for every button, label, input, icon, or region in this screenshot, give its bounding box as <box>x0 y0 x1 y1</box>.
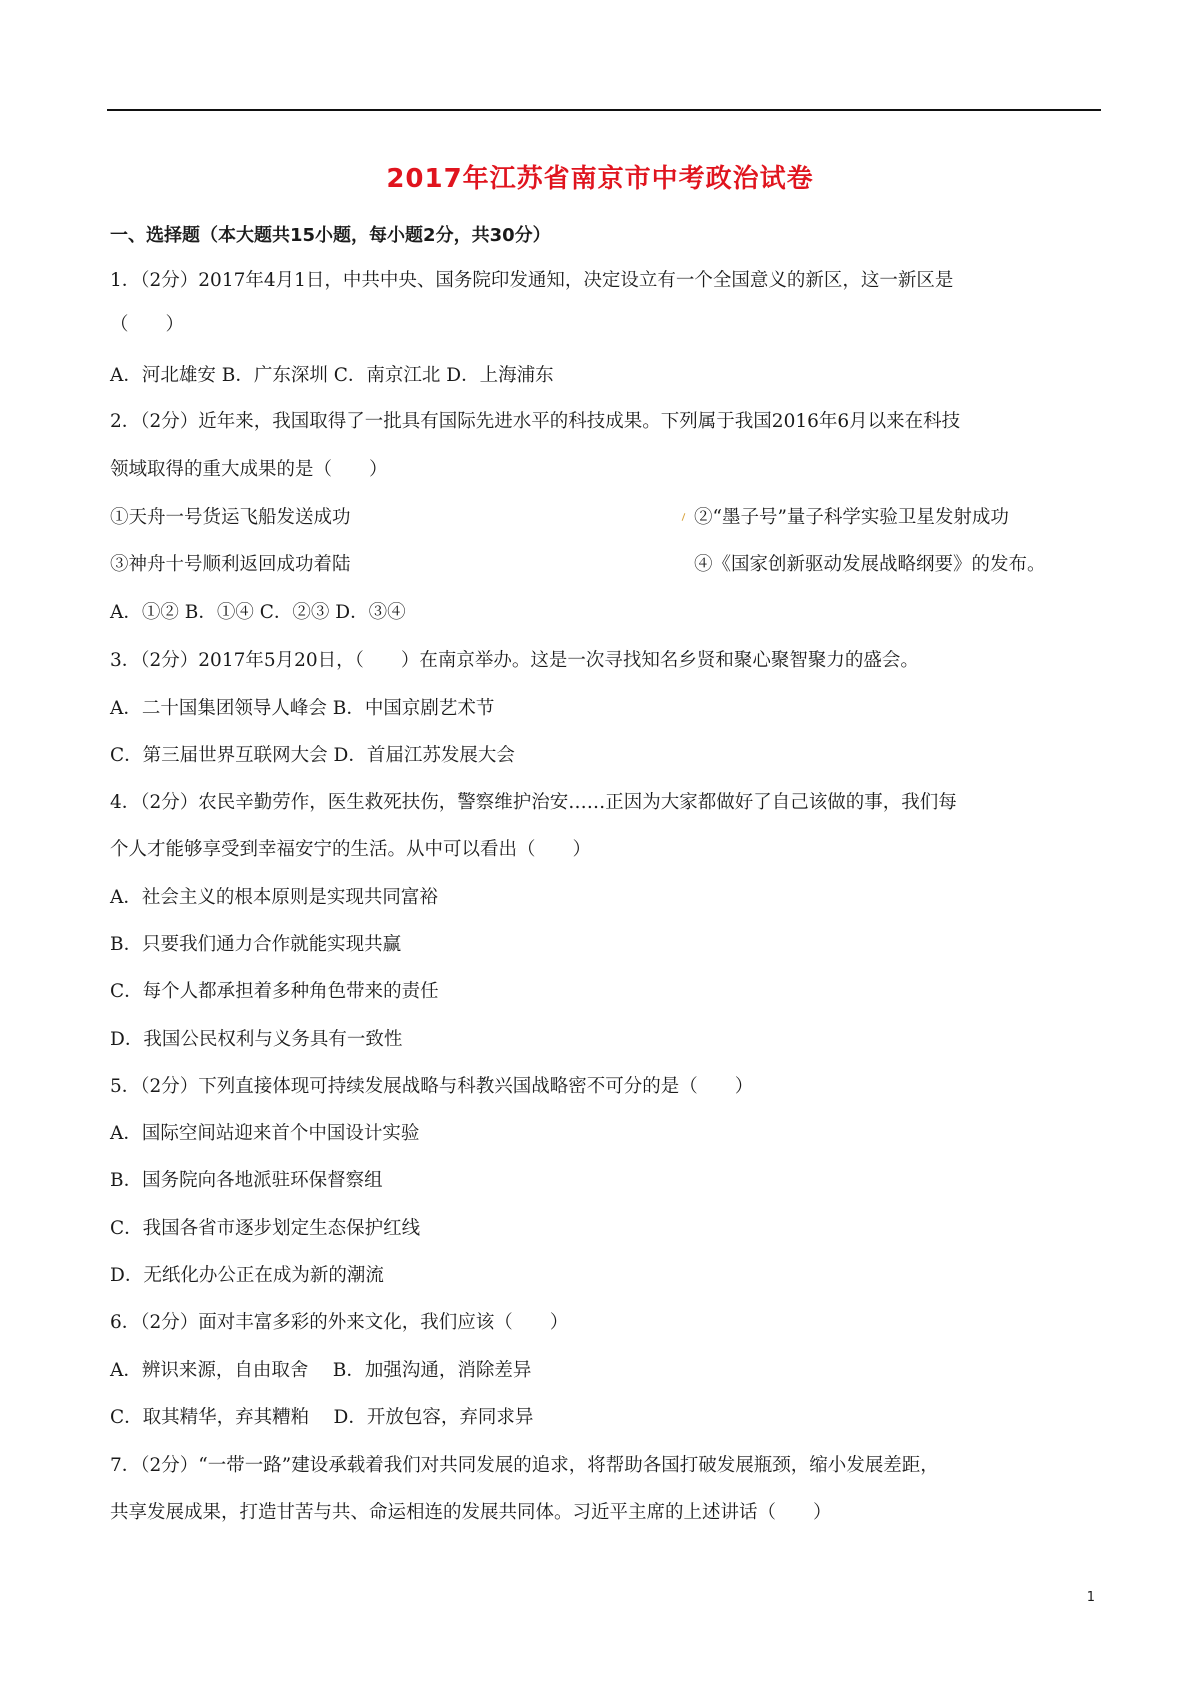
question-4-option-c: C．每个人都承担着多种角色带来的责任 <box>110 981 439 1002</box>
question-3-text: 3．（2分）2017年5月20日，（ ）在南京举办。这是一次寻找知名乡贤和聚心聚智聚力的盛会。 <box>110 650 919 671</box>
stray-mark <box>682 513 686 521</box>
question-6-options-2: C．取其精华，弃其糟粕 D．开放包容，弃同求异 <box>110 1407 534 1428</box>
question-4-option-b: B．只要我们通力合作就能实现共赢 <box>110 934 402 955</box>
question-2-options: A．①② B．①④ C．②③ D．③④ <box>110 602 406 623</box>
page-number: 1 <box>1086 1590 1095 1605</box>
question-6-options-1: A．辨识来源，自由取舍 B．加强沟通，消除差异 <box>110 1360 532 1381</box>
question-3-options-2: C．第三届世界互联网大会 D．首届江苏发展大会 <box>110 745 515 766</box>
question-1-blank: （ ） <box>110 314 185 335</box>
header-rule <box>107 109 1101 111</box>
question-2-statement-1: ①天舟一号货运飞船发送成功 <box>110 507 351 528</box>
question-5-option-d: D．无纸化办公正在成为新的潮流 <box>110 1265 384 1286</box>
question-2-statement-3: ③神舟十号顺利返回成功着陆 <box>110 554 351 575</box>
question-1-text: 1．（2分）2017年4月1日，中共中央、国务院印发通知，决定设立有一个全国意义的新区，这一新区是 <box>110 270 954 291</box>
question-2-text: 2．（2分）近年来，我国取得了一批具有国际先进水平的科技成果。下列属于我国2016年6月以来在科技 <box>110 411 961 432</box>
question-4-text-cont: 个人才能够享受到幸福安宁的生活。从中可以看出（ ） <box>110 839 592 860</box>
section-heading: 一、选择题（本大题共15小题，每小题2分，共30分） <box>110 225 551 246</box>
question-2-statement-2: ②“墨子号”量子科学实验卫星发射成功 <box>694 507 1009 528</box>
question-7-text: 7．（2分）“一带一路”建设承载着我们对共同发展的追求，将帮助各国打破发展瓶颈，缩小发展差距， <box>110 1455 939 1476</box>
question-4-option-a: A．社会主义的根本原则是实现共同富裕 <box>110 887 438 908</box>
question-3-options-1: A．二十国集团领导人峰会 B．中国京剧艺术节 <box>110 698 495 719</box>
question-5-option-b: B．国务院向各地派驻环保督察组 <box>110 1170 383 1191</box>
question-5-option-c: C．我国各省市逐步划定生态保护红线 <box>110 1218 421 1239</box>
question-5-text: 5．（2分）下列直接体现可持续发展战略与科教兴国战略密不可分的是（ ） <box>110 1076 754 1097</box>
question-2-text-cont: 领域取得的重大成果的是（ ） <box>110 459 388 480</box>
question-4-option-d: D．我国公民权利与义务具有一致性 <box>110 1029 403 1050</box>
question-1-options: A．河北雄安 B．广东深圳 C．南京江北 D．上海浦东 <box>110 365 554 386</box>
page-title: 2017年江苏省南京市中考政治试卷 <box>386 164 814 194</box>
question-4-text: 4．（2分）农民辛勤劳作，医生救死扶伤，警察维护治安……正因为大家都做好了自己该做的事，我们每 <box>110 792 957 813</box>
question-5-option-a: A．国际空间站迎来首个中国设计实验 <box>110 1123 420 1144</box>
question-6-text: 6．（2分）面对丰富多彩的外来文化，我们应该（ ） <box>110 1312 569 1333</box>
question-7-text-cont: 共享发展成果，打造甘苦与共、命运相连的发展共同体。习近平主席的上述讲话（ ） <box>110 1502 832 1523</box>
question-2-statement-4: ④《国家创新驱动发展战略纲要》的发布。 <box>694 554 1046 575</box>
